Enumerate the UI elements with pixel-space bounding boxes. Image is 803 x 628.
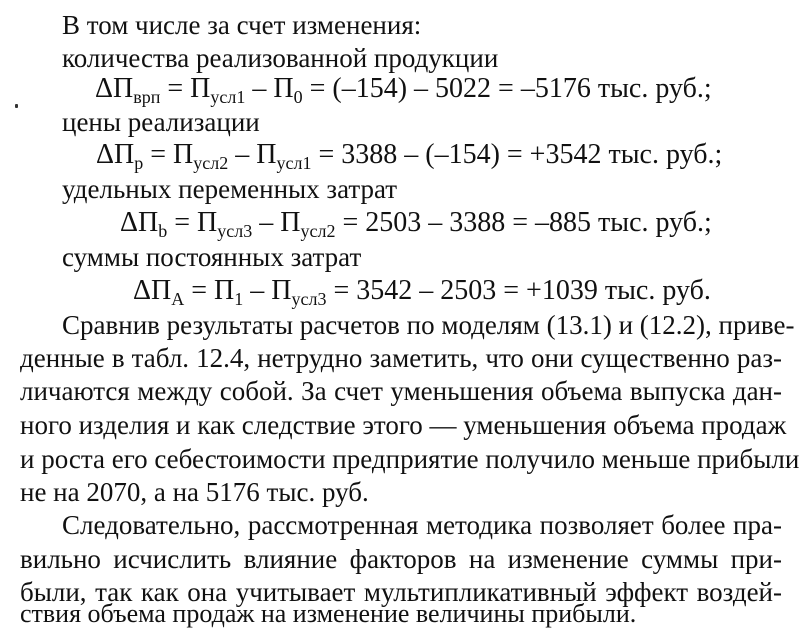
factor-label-fixed-costs: суммы постоянных затрат <box>62 242 362 272</box>
formula-quantity: $\Delta П_{врп} = П_{усл1} - П_0 = (-154) - 5022 = -5176$ тыс. руб.; <box>95 73 712 107</box>
scan-speck <box>15 104 18 108</box>
paragraph1-line: личаются между собой. За счет уменьшения объема выпуска дан- <box>20 376 782 406</box>
factor-label-variable-costs: удельных переменных затрат <box>62 174 398 204</box>
paragraph2-line: Следовательно, рассмотренная методика позволяет более пра- <box>62 510 782 540</box>
paragraph2-line: вильно исчислить влияние факторов на изменение суммы при- <box>20 544 782 574</box>
formula-price: $\Delta П_p = П_{усл2} - П_{усл1} = 3388 - (-154) = +3542$ тыс. руб.; <box>96 139 723 173</box>
intro-line: В том числе за счет изменения: <box>62 10 422 40</box>
formula-fixed-costs: $\Delta П_A = П_1 - П_{усл3} = 3542 - 2503 = +1039$ тыс. руб. <box>133 275 711 309</box>
paragraph1-line: не на 2070, а на 5176 тыс. руб. <box>20 477 369 507</box>
factor-label-quantity: количества реализованной продукции <box>62 43 499 73</box>
paragraph1-line: денные в табл. 12.4, нетрудно заметить, что они существенно раз- <box>20 343 782 373</box>
formula-variable-costs: $\Delta П_b = П_{усл3} - П_{усл2} = 2503 - 3388 = -885$ тыс. руб.; <box>120 207 712 241</box>
paragraph2-line: были, так как она учитывает мультипликативный эффект воздей- <box>20 577 782 607</box>
paragraph1-line: и роста его себестоимости предприятие получило меньше прибыли <box>20 444 800 474</box>
paragraph1-line: ного изделия и как следствие этого — уменьшения объема продаж <box>20 410 787 440</box>
paragraph1-line: Сравнив результаты расчетов по моделям (13.1) и (12.2), приве- <box>62 310 795 340</box>
factor-label-price: цены реализации <box>62 107 260 137</box>
paragraph2-line: ствия объема продаж на изменение величины прибыли. <box>20 599 637 628</box>
